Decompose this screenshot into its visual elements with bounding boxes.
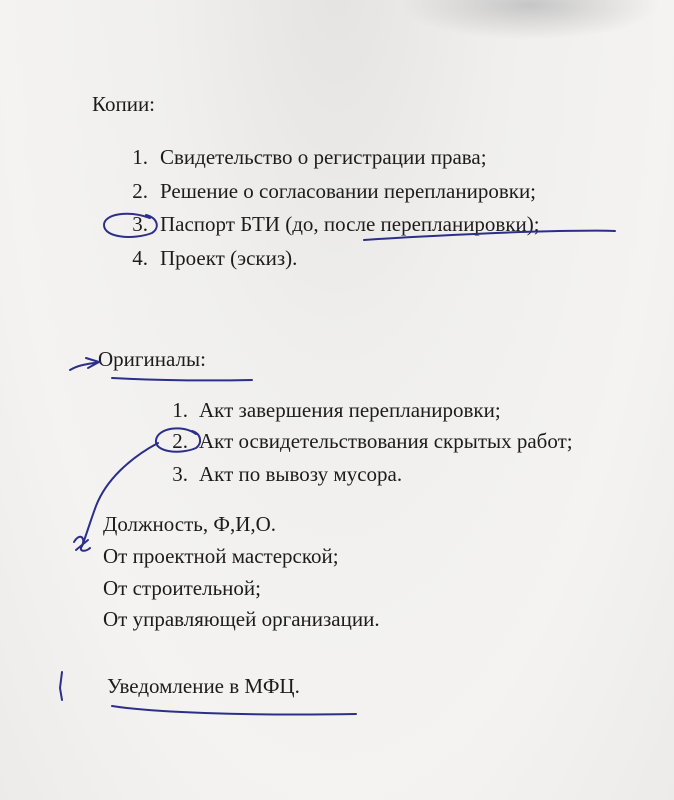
item-text: Акт по вывозу мусора. — [199, 462, 403, 486]
item-number: 4. — [132, 246, 148, 270]
item-number: 2. — [172, 429, 188, 453]
circle-mark-icon — [156, 428, 200, 451]
copies-heading: Копии: — [92, 92, 156, 116]
item-text: Акт освидетельствования скрытых работ; — [199, 429, 573, 453]
signature-line: От управляющей организации. — [103, 607, 380, 631]
circle-mark-icon — [104, 214, 157, 237]
item-number: 1. — [172, 398, 188, 422]
underline-mark-icon — [112, 378, 252, 380]
item-text: Решение о согласовании перепланировки; — [160, 179, 537, 203]
item-text: Свидетельство о регистрации права; — [160, 145, 487, 169]
scribble-mark-icon — [74, 537, 90, 551]
underline-mark-icon — [364, 231, 615, 240]
signature-line: От проектной мастерской; — [103, 544, 339, 568]
item-text: Проект (эскиз). — [160, 246, 298, 270]
item-text: Акт завершения перепланировки; — [199, 398, 501, 422]
notice-text: Уведомление в МФЦ. — [107, 674, 300, 698]
arc-mark-icon — [82, 443, 158, 546]
tick-mark-icon — [60, 672, 62, 700]
signature-line: Должность, Ф,И,О. — [103, 512, 277, 536]
item-number: 3. — [172, 462, 188, 486]
signature-line: От строительной; — [103, 576, 261, 600]
underline-mark-icon — [112, 706, 356, 715]
item-text: Паспорт БТИ (до, после перепланировки); — [160, 212, 540, 236]
item-number: 2. — [132, 179, 148, 203]
originals-heading: Оригиналы: — [98, 347, 206, 371]
arrow-mark-icon — [70, 358, 100, 370]
item-number: 3. — [132, 212, 148, 236]
item-number: 1. — [132, 145, 148, 169]
